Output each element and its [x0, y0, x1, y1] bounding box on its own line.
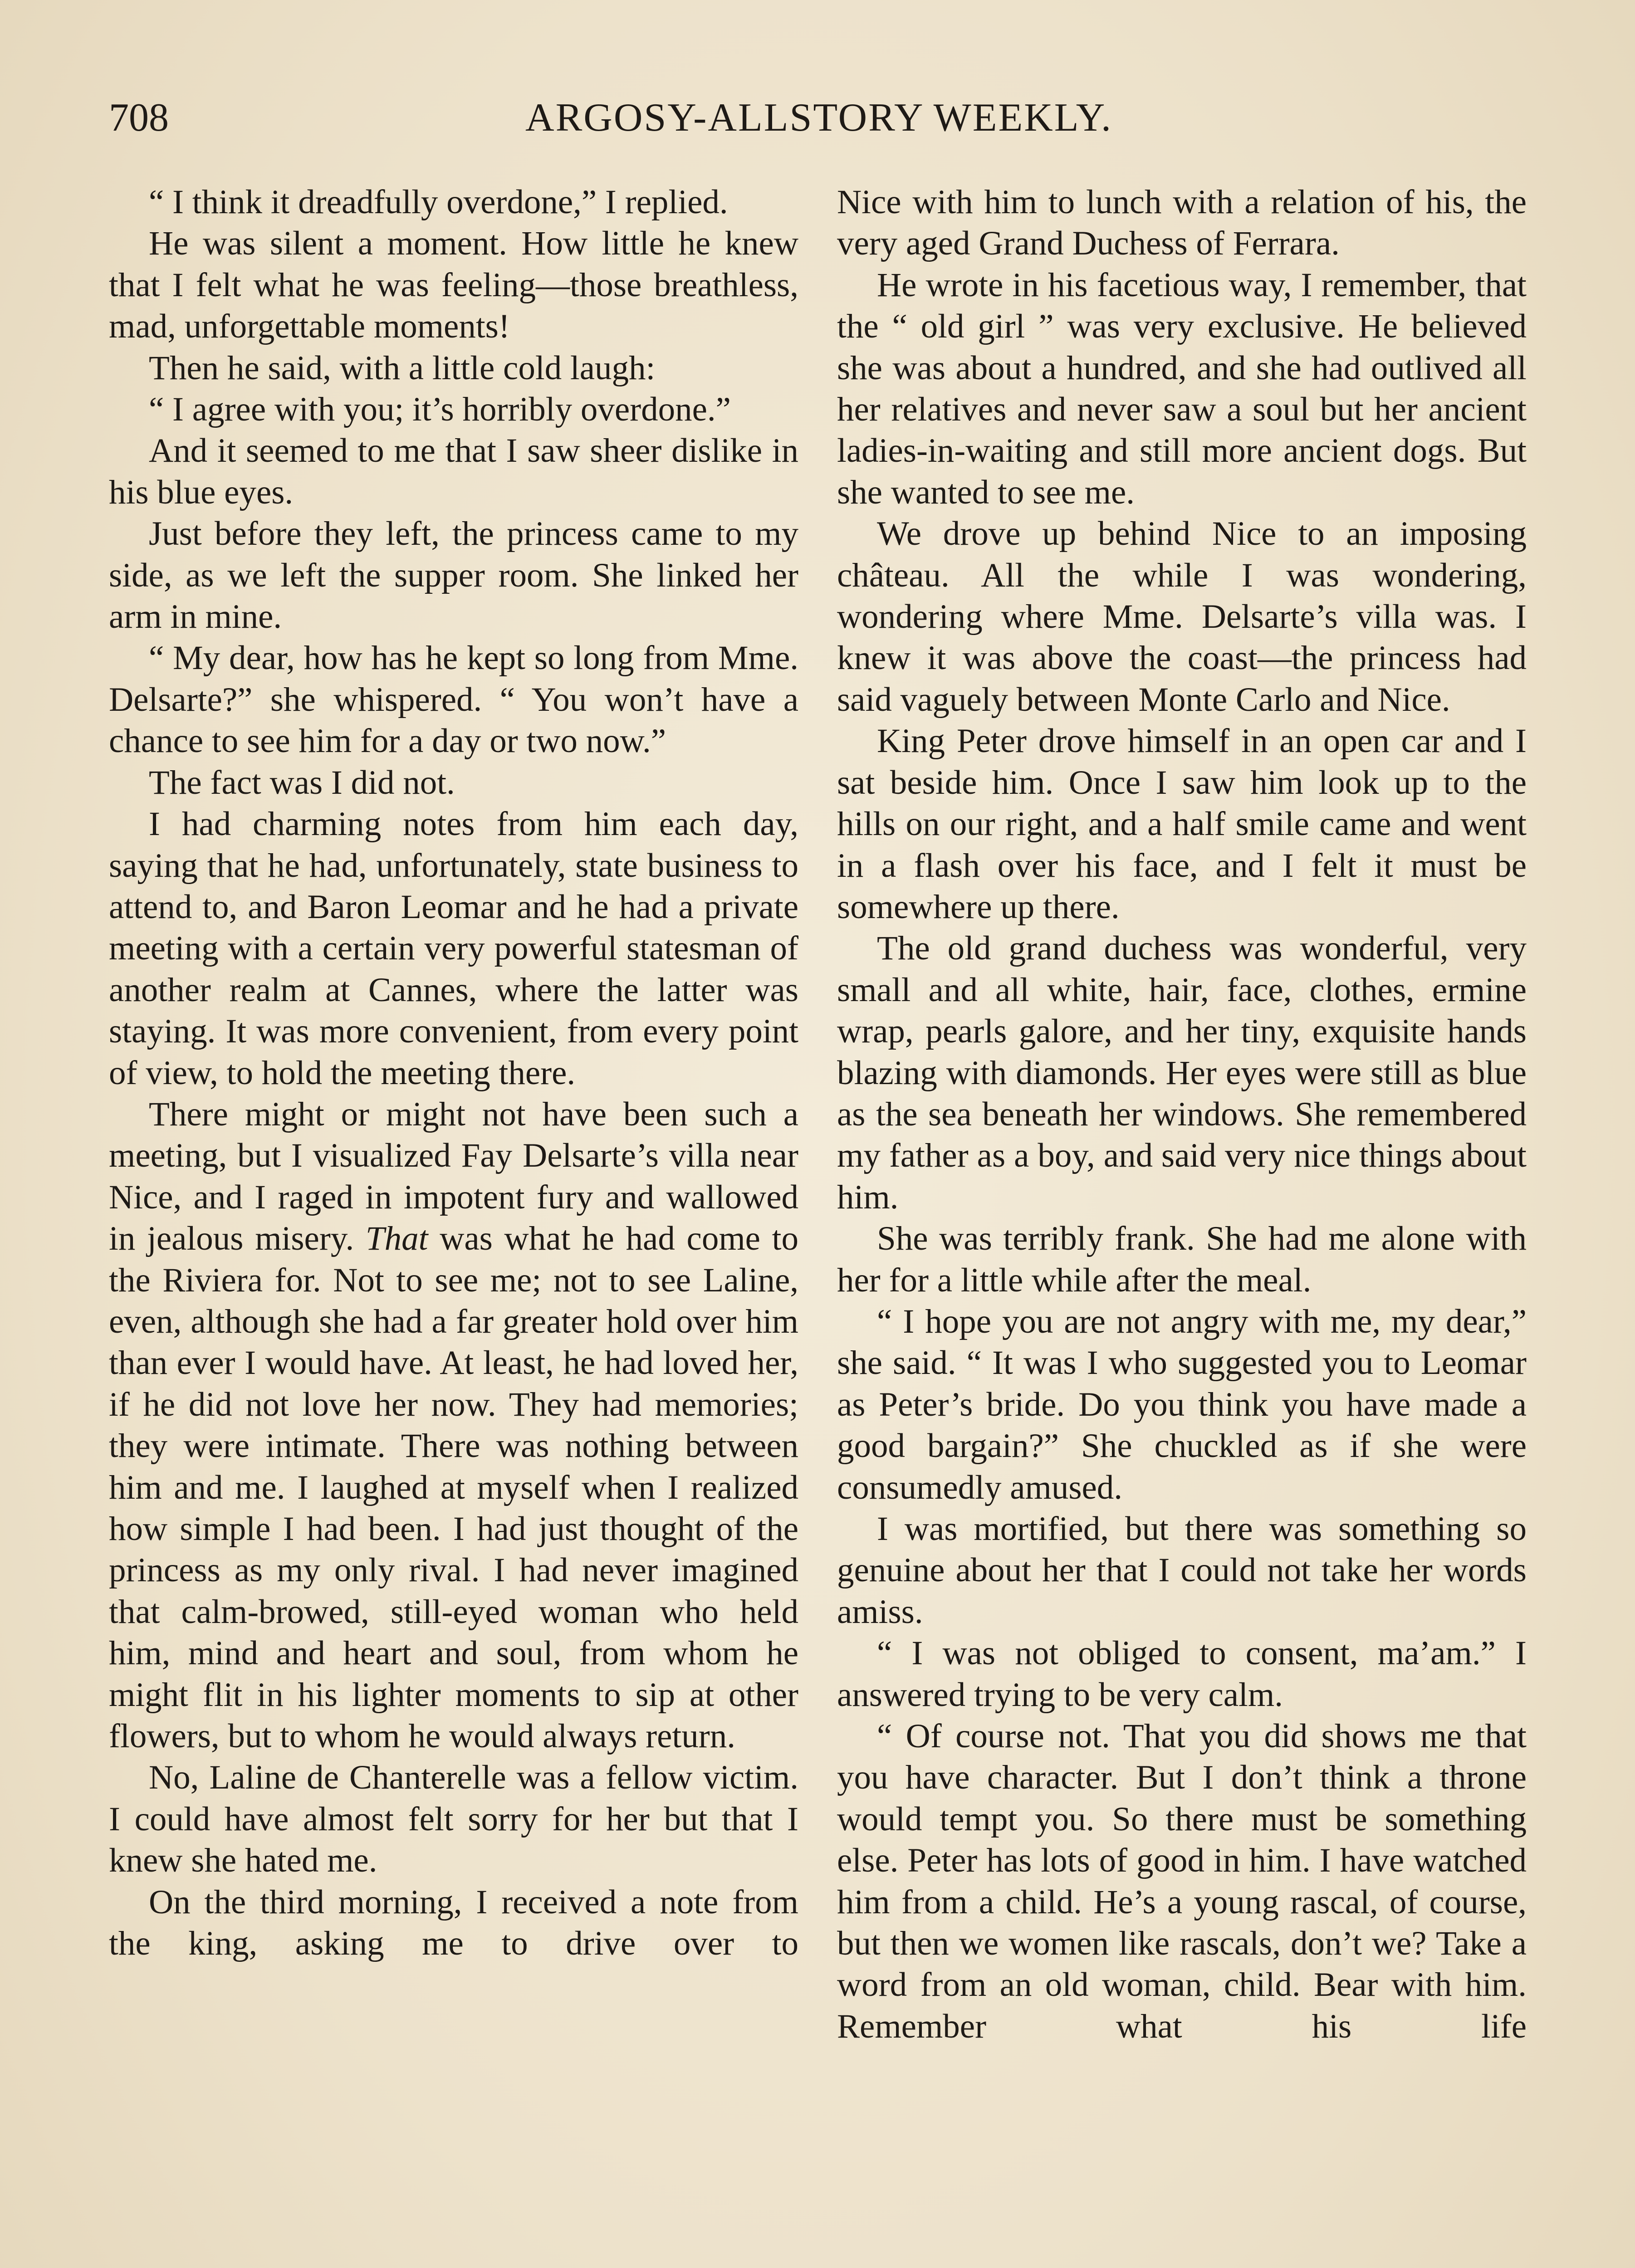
- paragraph: “ Of course not. That you did shows me that you have character. But I don’t think a throne would tempt you. So there must be something else. Peter has lots of good in him. I have watched him from a child. He’s a young rascal, of course, but then we women like rascals, don’t we? Take a word from an old woman, child. Bear with him. Remember what his life: [837, 1717, 1527, 2045]
- page-header: [109, 93, 1529, 152]
- paragraph-text: There might or might not have been such a meeting, but I visualized Fay Delsarte’s villa near Nice, and I raged in impotent fury and wallowed in jealous misery.: [109, 1095, 798, 1258]
- paragraph: “ I was not obliged to consent, ma’am.” I answered trying to be very calm.: [837, 1634, 1527, 1714]
- paragraph: “ My dear, how has he kept so long from Mme. Delsarte?” she whispered. “ You won’t have a chance to see him for a day or two now.”: [109, 639, 798, 760]
- paragraph: We drove up behind Nice to an imposing château. All the while I was wondering, wondering where Mme. Delsarte’s villa was. I knew it was above the coast—the princess had said vaguely between Monte Carlo and Nice.: [837, 515, 1527, 719]
- paragraph: On the third morning, I received a note from the king, asking me to drive over to: [109, 1883, 798, 1963]
- paragraph: I was mortified, but there was something so genuine about her that I could not take her words amiss.: [837, 1510, 1527, 1631]
- paragraph: [109, 1094, 798, 1757]
- italic-word: That: [365, 1220, 428, 1258]
- paragraph: The old grand duchess was wonderful, very small and all white, hair, face, clothes, ermine wrap, pearls galore, and her tiny, exquisite hands blazing with diamonds. Her eyes were still as blue as the sea beneath her windows. She remembered my father as a boy, and said very nice things about him.: [837, 929, 1527, 1216]
- right-column: [837, 181, 1527, 2047]
- paragraph: King Peter drove himself in an open car and I sat beside him. Once I saw him look up to the hills on our right, and a half smile came and went in a flash over his face, and I felt it must be somewhere up there.: [837, 722, 1527, 926]
- left-column: [109, 181, 798, 1964]
- paragraph: I had charming notes from him each day, saying that he had, unfortunately, state business to attend to, and Baron Leomar and he had a private meeting with a certain very powerful statesman of another realm at Cannes, where the latter was staying. It was more convenient, from every point of view, to hold the meeting there.: [109, 805, 798, 1092]
- paragraph: “ I agree with you; it’s horribly overdone.”: [149, 391, 731, 429]
- paragraph: He wrote in his facetious way, I remember, that the “ old girl ” was very exclusive. He believed she was about a hundred, and she had outlived all her relatives and never saw a soul but her ancient ladies-in-waiting and still more ancient dogs. But she wanted to see me.: [837, 266, 1527, 511]
- paragraph: And it seemed to me that I saw sheer dislike in his blue eyes.: [109, 432, 798, 511]
- paragraph: Then he said, with a little cold laugh:: [149, 349, 656, 387]
- paragraph: The fact was I did not.: [149, 763, 455, 802]
- paragraph: “ I think it dreadfully overdone,” I replied.: [149, 183, 728, 221]
- paragraph: She was terribly frank. She had me alone with her for a little while after the meal.: [837, 1220, 1527, 1299]
- paragraph: No, Laline de Chanterelle was a fellow victim. I could have almost felt sorry for her but that I knew she hated me.: [109, 1759, 798, 1880]
- paragraph-text: was what he had come to the Riviera for. Not to see me; not to see Laline, even, although she had a far greater hold over him than ever I would have. At least, he had loved her, if he did not love her now. They had memories; they were intimate. There was nothing between him and me. I laughed at myself when I realized how simple I had been. I had just thought of the princess as my only rival. I had never imagined that calm-browed, still-eyed woman who held him, mind and heart and soul, from whom he might flit in his lighter moments to sip at other flowers, but to whom he would always return.: [109, 1220, 798, 1755]
- paragraph: Nice with him to lunch with a relation of his, the very aged Grand Duchess of Ferrara.: [837, 183, 1527, 263]
- page-number: 708: [109, 96, 169, 140]
- running-head: ARGOSY-ALLSTORY WEEKLY.: [525, 96, 1112, 140]
- paragraph: He was silent a moment. How little he knew that I felt what he was feeling—those breathless, mad, unforgettable moments!: [109, 225, 798, 346]
- paragraph: Just before they left, the princess came to my side, as we left the supper room. She linked her arm in mine.: [109, 515, 798, 636]
- paragraph: “ I hope you are not angry with me, my dear,” she said. “ It was I who suggested you to Leomar as Peter’s bride. Do you think you have made a good bargain?” She chuckled as if she were consumedly amused.: [837, 1302, 1527, 1506]
